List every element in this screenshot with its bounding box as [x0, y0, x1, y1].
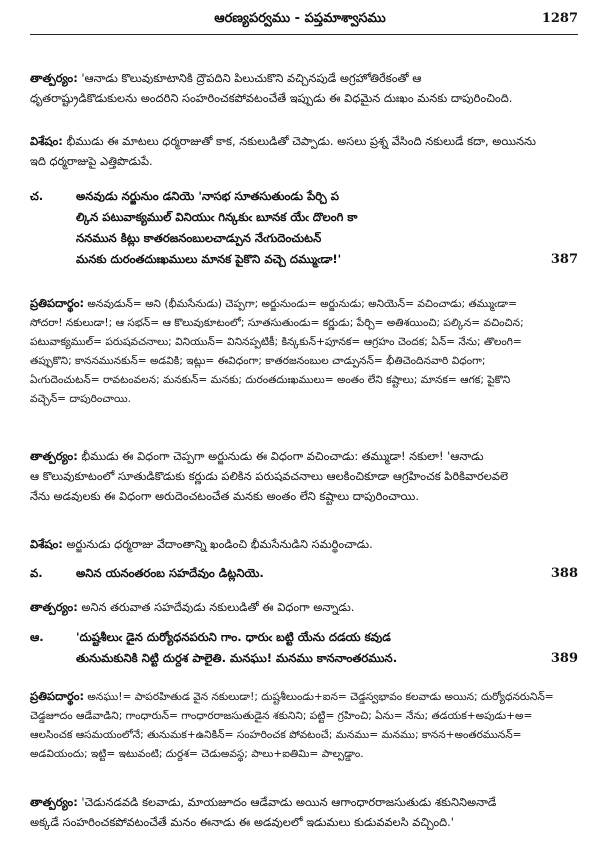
pratipadartham-paragraph [30, 687, 578, 764]
verse-number: 388 [550, 566, 578, 581]
header-rule [30, 34, 578, 35]
verse-line: అనిన యనంతరంబ సహదేవుం డిట్లనియె. [76, 566, 264, 580]
tatparyam-paragraph [30, 792, 578, 832]
verse-line: ల్కిన పటువాక్యముల్ వినియుఁ గిన్కకుఁ బూనక యేఁ దొలంగి కా [76, 210, 358, 224]
paragraph-line: ఇది ధర్మరాజుపై ఎత్తిపొడుపే. [30, 154, 153, 168]
verse-number: 387 [550, 252, 578, 267]
tatparyam-label: తాత్పర్యం: [30, 449, 78, 463]
tatparyam-label: తాత్పర్యం: [30, 795, 78, 809]
paragraph-line: అక్కడే సంహరించకపోవటంచేతే మనం ఈనాడు ఈ అడవులలో ఇడుమలు కుడువవలసి వచ్చింది.' [30, 815, 454, 829]
tatparyam-paragraph [30, 597, 578, 617]
verse-line: తునుమకునికి నిట్టి దుర్దశ పాలైతి. మనఘు! మనము కాననాంతరమున. [76, 651, 398, 665]
visesham-label: విశేషం: [30, 134, 63, 148]
verse-meter-tag: ఆ. [30, 630, 44, 644]
paragraph-line: చెడ్డజూదం ఆడేవాడిని; గాంధారున్= గాంధారరాజసుతుడైన శకునిని; పట్టి= గ్రహించి; ఏను= నేను; తడయక+అపుడు+అ= [30, 710, 533, 722]
tatparyam-label: తాత్పర్యం: [30, 71, 78, 85]
paragraph-line: పటువాక్యముల్= పరుషవచనాలు; వినియున్= వినినప్పటికీ; కిన్కకున్+పూనక= ఆగ్రహం చెందక; ఏన్= నేను; తొలంగి= [30, 336, 522, 348]
visesham-label: విశేషం: [30, 537, 63, 551]
pratipadartham-label: ప్రతిపదార్థం: [30, 296, 85, 310]
page-number: 1287 [541, 11, 578, 26]
paragraph-line: సోదరా! నకులుడా!; ఆ సభన్= ఆ కొలువుకూటంలో; సూతసుతుండు= కర్ణుడు; పేర్చి= అతిశయించి; పల్కిన= వచించిన; [30, 317, 524, 329]
pratipadartham-paragraph [30, 294, 578, 409]
paragraph-line: తాత్పర్యం: 'ఆనాడు కొలువుకూటానికి ద్రౌపదిని పిలుచుకొని వచ్చినపుడే అగ్రహోతిరేకంతో ఆ [30, 71, 422, 85]
paragraph-line: ప్రతిపదార్థం: అనవుడున్= అని (భీమసేనుడు) చెప్పగా; అర్జునుండు= అర్జునుడు; అనియెన్= వచించాడు; తమ్ముఁడా= [30, 296, 517, 310]
paragraph-line: వచ్చెన్= దాపురించాయి. [30, 393, 131, 405]
pratipadartham-label: ప్రతిపదార్థం: [30, 689, 85, 703]
verse-line: మనకు దురంతదుఃఖములు మానక పైకొని వచ్చె దమ్ముఁడా!' [76, 252, 342, 266]
paragraph-line: ప్రతిపదార్థం: అనఘు!= పాపరహితుడ వైన నకులుడా!; దుష్టశీలుండు+ఐన= చెడ్డస్వభావం కలవాడు అయిన; దుర్యోధనరునిన్= [30, 689, 554, 703]
paragraph-line: అడవియందు; ఇట్టి= ఇటువంటి; దుర్దశ= చెడుఅవస్థ; పాలు+ఐతిమి= పాల్పడ్డాం. [30, 748, 364, 760]
verse-389 [30, 627, 578, 669]
visesham-paragraph [30, 534, 578, 554]
paragraph-line: తాత్పర్యం: 'చెడునడవడి కలవాడు, మాయజూదం ఆడేవాడు అయిన ఆగాంధారరాజసుతుడు శకునినిఅనాడే [30, 795, 497, 809]
paragraph-line: ఏఁగుదెంచుటన్= రావటంవలన; మనకున్= మనకు; దురంతదుఃఖములు= అంతం లేని కష్టాలు; మానక= ఆగక; పైకొని [30, 374, 511, 386]
tatparyam-paragraph [30, 68, 578, 108]
paragraph-line: తప్పుకొని; కాననమునకున్= అడవికి; ఇట్లు= ఈవిధంగా; కాతరజనంబుల చాడ్పునన్= భీతిచెందినవారి విధంగా; [30, 355, 486, 367]
verse-388 [30, 563, 578, 584]
verse-line: ననమున కిట్లు కాతరజనంబులచాడ్పున నేఁగుదెంచుటన్ [76, 231, 322, 245]
paragraph-line: విశేషం: అర్జునుడు ధర్మరాజు వేదాంతాన్ని ఖండించి భీమసేనుడిని సమర్థించాడు. [30, 537, 373, 551]
paragraph-line: ఆ కొలువుకూటంలో సూతుడికొడుకు కర్ణుడు పలికిన పరుషవచనాలు ఆలకించికూడా ఆగ్రహించక పిరికివారలవలె [30, 469, 509, 483]
running-header-title: ఆరణ్యపర్వము - పప్తమాశ్వాసము [214, 11, 386, 26]
paragraph-line: తాత్పర్యం: అనిన తరువాత సహదేవుడు నకులుడితో ఈ విధంగా అన్నాడు. [30, 600, 355, 614]
verse-meter-tag: వ. [30, 566, 43, 580]
tatparyam-paragraph [30, 446, 578, 506]
verse-line: 'దుష్టశీలుఁ డైన దుర్యోధనపరుని గాం. ధారుఁ బట్టి యేను దడయ కవుడ [76, 630, 391, 644]
verse-meter-tag: చ. [30, 189, 44, 203]
tatparyam-label: తాత్పర్యం: [30, 600, 78, 614]
paragraph-line: ధృతరాష్ట్రుడికొడుకులను అందరిని సంహరించకపోవటంచేతే ఇప్పుడు ఈ విధమైన దుఃఖం మనకు దాపురించింది. [30, 91, 513, 105]
verse-387 [30, 186, 578, 270]
paragraph-line: నేను అడవులకు ఈ విధంగా అరుదెంచటంచేత మనకు అంతం లేని కష్టాలు దాపురించాయి. [30, 489, 419, 503]
visesham-paragraph [30, 131, 578, 171]
paragraph-line: ఆలసించక ఆసమయంలోనే; తునుమక+ఉనికిన్= సంహరించక పోవటంచే; మనము= మనము; కానన+అంతరమునన్= [30, 729, 522, 741]
verse-line: అనవుడు నర్జునుం డనియె 'నాసభ సూతసుతుండు పేర్చి ప [76, 189, 339, 203]
paragraph-line: తాత్పర్యం: భీముడు ఈ విధంగా చెప్పగా అర్జునుడు ఈ విధంగా వచించాడు: తమ్ముడా! నకులా! 'ఆనాడు [30, 449, 484, 463]
paragraph-line: విశేషం: భీముడు ఈ మాటలు ధర్మరాజుతో కాక, నకులుడితో చెప్పాడు. అసలు ప్రశ్న వేసింది నకులుడే కదా, అయినను [30, 134, 536, 148]
verse-number: 389 [550, 651, 578, 666]
